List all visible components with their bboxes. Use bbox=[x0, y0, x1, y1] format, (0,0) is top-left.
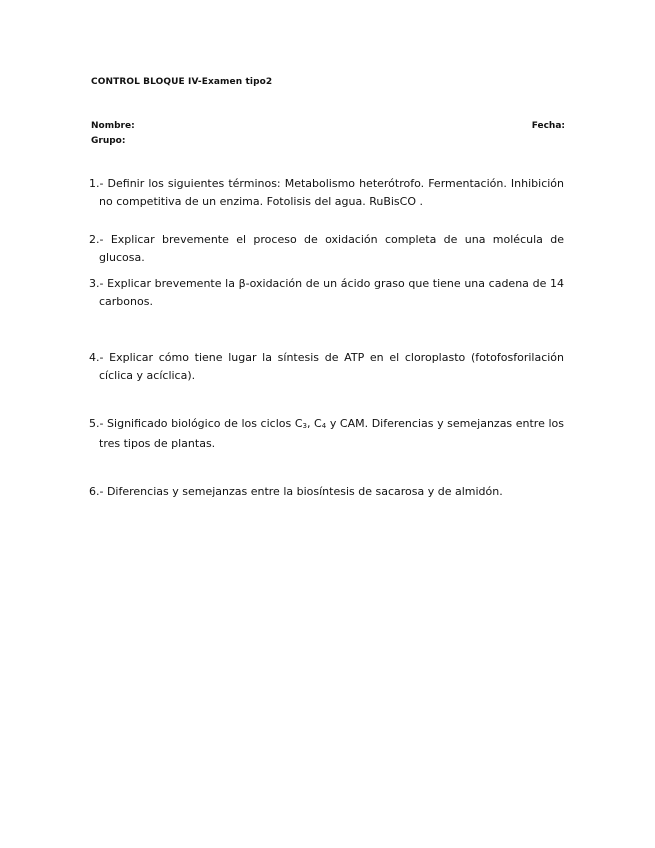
name-label: Nombre: bbox=[91, 121, 135, 131]
date-label: Fecha: bbox=[531, 121, 565, 131]
question-5-subscript-4: 4 bbox=[321, 422, 327, 430]
question-6: 6.- Diferencias y semejanzas entre la biosíntesis de sacarosa y de almidón. bbox=[89, 485, 503, 498]
group-row bbox=[91, 136, 565, 146]
question-list bbox=[89, 175, 564, 501]
group-label: Grupo: bbox=[91, 136, 126, 146]
question-2: 2.- Explicar brevemente el proceso de oxidación completa de una molécula de glucosa. bbox=[89, 233, 564, 264]
question-5-subscript-3: 3 bbox=[302, 422, 307, 430]
question-4: 4.- Explicar cómo tiene lugar la síntesis de ATP en el cloroplasto (fotofosforilación cíclica y acíclica). bbox=[89, 351, 564, 382]
question-5-text-after: y CAM. Diferencias y semejanzas entre los tres tipos de plantas. bbox=[99, 417, 564, 450]
question-5 bbox=[89, 415, 564, 453]
question-5-text-before: 5.- Significado biológico de los ciclos C bbox=[89, 417, 303, 430]
question-3: 3.- Explicar brevemente la β-oxidación de un ácido graso que tiene una cadena de 14 carbonos. bbox=[89, 277, 564, 308]
question-5-text-mid: , C bbox=[306, 417, 322, 430]
question-1: 1.- Definir los siguientes términos: Metabolismo heterótrofo. Fermentación. Inhibición no competitiva de un enzima. Fotolisis del agua. RuBisCO . bbox=[89, 177, 564, 208]
exam-title: CONTROL BLOQUE IV-Examen tipo2 bbox=[91, 77, 273, 87]
name-date-row bbox=[91, 121, 565, 131]
